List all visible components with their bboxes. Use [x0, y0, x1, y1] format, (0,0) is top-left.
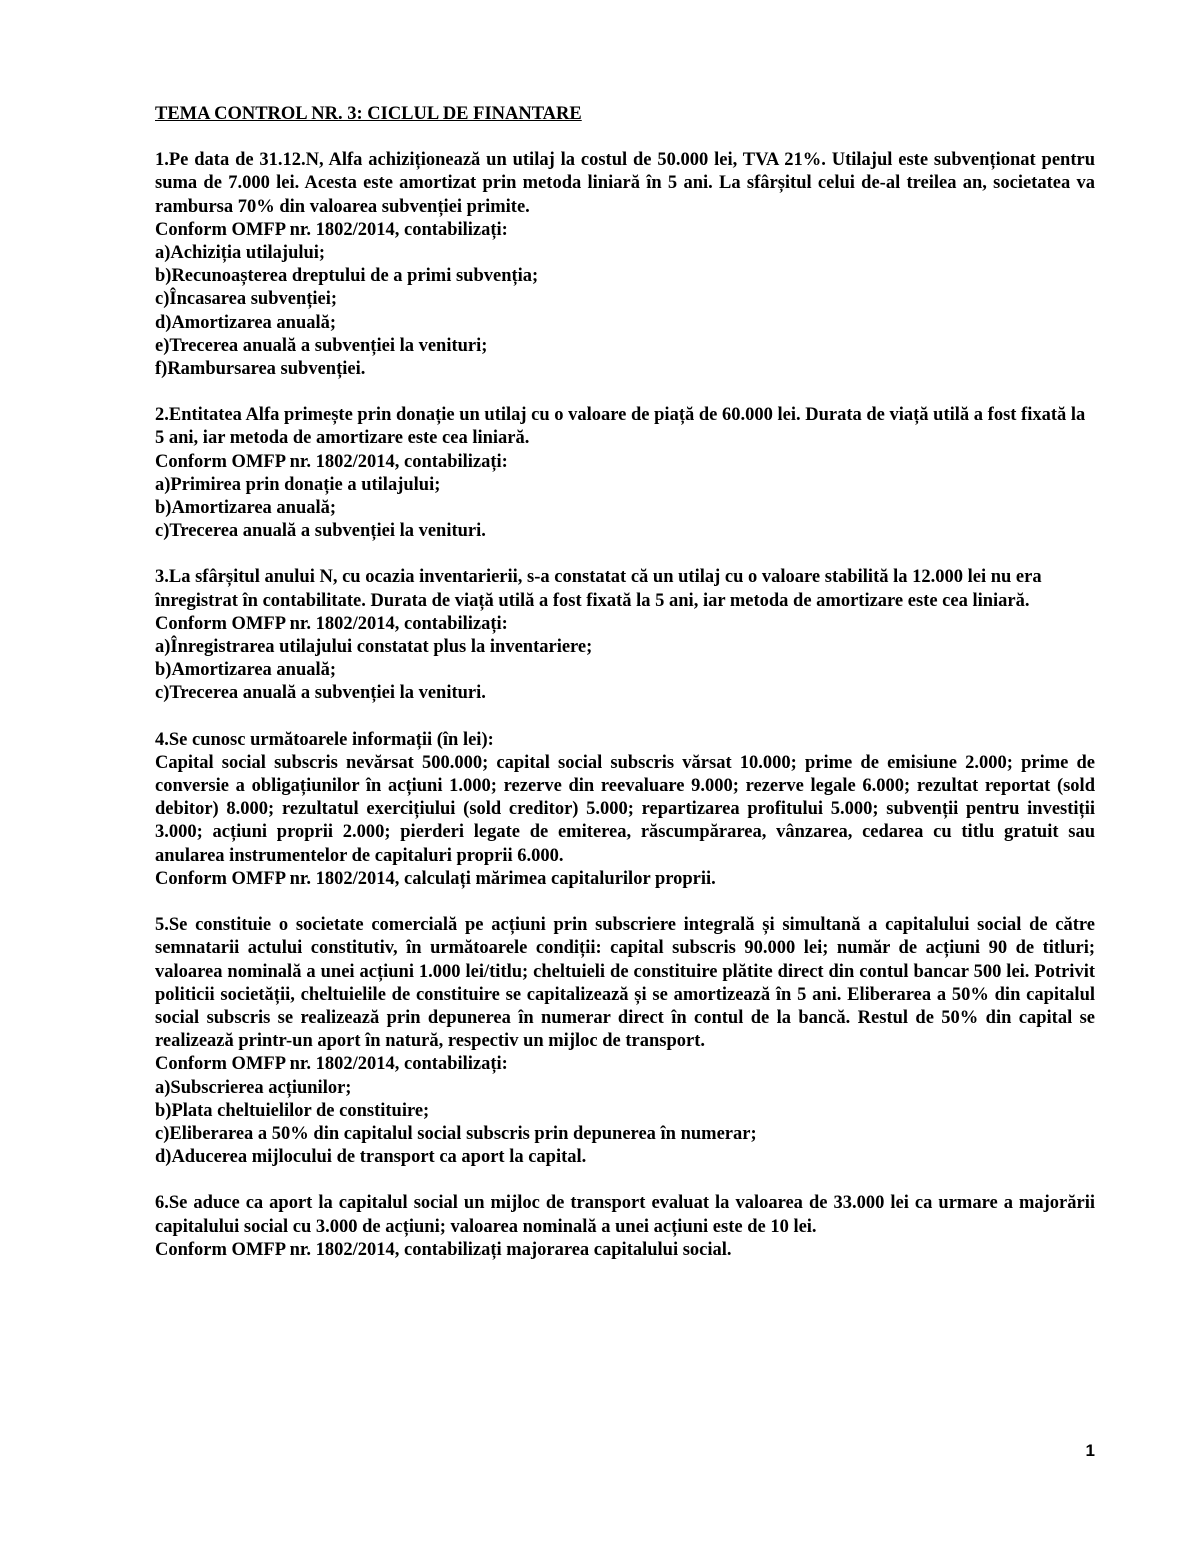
problem-2 [155, 404, 1095, 543]
task-item: c)Eliberarea a 50% din capitalul social subscris prin depunerea în numerar; [155, 1123, 757, 1144]
task-item: a)Primirea prin donație a utilajului; [155, 474, 441, 495]
task-item: d)Amortizarea anuală; [155, 312, 337, 333]
problem-heading: 4.Se cunosc următoarele informații (în lei): [155, 729, 494, 750]
problem-statement: 3.La sfârșitul anului N, cu ocazia inventarierii, s-a constatat că un utilaj cu o valoare stabilită la 12.000 lei nu era înregistrat în contabilitate. Durata de viață utilă a fost fixată la 5 ani, iar metoda de amortizare este cea liniară. [155, 567, 1042, 611]
problem-5 [155, 914, 1095, 1169]
document-title: TEMA CONTROL NR. 3: CICLUL DE FINANTARE [155, 104, 582, 124]
problem-statement: Capital social subscris nevărsat 500.000; capital social subscris vărsat 10.000; prime de emisiune 2.000; prime de conversie a obligațiunilor în acțiuni 1.000; rezerve din reevaluare 9.000; rezerve legale 6.000; rezultat reportat (sold debitor) 8.000; rezultatul exercițiului (sold creditor) 5.000; repartizarea profitului 5.000; subvenții pentru investiții 3.000; acțiuni proprii 2.000; pierderi legate de emiterea, răscumpărarea, vânzarea, cedarea cu titlu gratuit sau anularea instrumentelor de capitaluri proprii 6.000. [155, 752, 1095, 866]
problem-statement: 6.Se aduce ca aport la capitalul social un mijloc de transport evaluat la valoarea de 33.000 lei ca urmare a majorării capitalului social cu 3.000 de acțiuni; valoarea nominală a unei acțiuni este de 10 lei. [155, 1193, 1095, 1237]
task-item: d)Aducerea mijlocului de transport ca aport la capital. [155, 1147, 587, 1168]
task-item: c)Trecerea anuală a subvenției la venituri. [155, 521, 486, 542]
problem-6 [155, 1192, 1095, 1262]
document-body [155, 103, 1095, 1285]
task-item: a)Achiziția utilajului; [155, 243, 326, 264]
problem-instruction: Conform OMFP nr. 1802/2014, contabilizați majorarea capitalului social. [155, 1239, 732, 1260]
task-item: b)Recunoașterea dreptului de a primi subvenția; [155, 266, 539, 287]
task-item: f)Rambursarea subvenției. [155, 359, 366, 380]
problem-instruction: Conform OMFP nr. 1802/2014, contabilizați: [155, 1054, 508, 1075]
task-item: c)Încasarea subvenției; [155, 289, 338, 310]
task-item: a)Subscrierea acțiunilor; [155, 1077, 352, 1098]
problem-4 [155, 729, 1095, 891]
problem-statement: 5.Se constituie o societate comercială pe acțiuni prin subscriere integrală și simultană a capitalului social de către semnatarii actului constitutiv, în următoarele condiții: capital subscris 90.000 lei; număr de acțiuni 90 de titluri; valoarea nominală a unei acțiuni 1.000 lei/titlu; cheltuieli de constituire plătite direct din contul bancar 500 lei. Potrivit politicii societății, cheltuielile de constituire se capitalizează și se amortizează în 5 ani. Eliberarea a 50% din capitalul social subscris se realizează prin depunerea în numerar direct în contul de la bancă. Restul de 50% din capital se realizează printr-un aport în natură, respectiv un mijloc de transport. [155, 915, 1095, 1052]
problem-instruction: Conform OMFP nr. 1802/2014, contabilizați: [155, 451, 508, 472]
problem-instruction: Conform OMFP nr. 1802/2014, calculați mărimea capitalurilor proprii. [155, 868, 716, 889]
task-item: a)Înregistrarea utilajului constatat plus la inventariere; [155, 637, 593, 658]
page-number: 1 [1085, 1441, 1095, 1460]
problem-statement: 2.Entitatea Alfa primește prin donație un utilaj cu o valoare de piață de 60.000 lei. Durata de viață utilă a fost fixată la 5 ani, iar metoda de amortizare este cea liniară. [155, 405, 1086, 449]
problem-3 [155, 566, 1095, 705]
task-item: c)Trecerea anuală a subvenției la venituri. [155, 683, 486, 704]
task-item: b)Amortizarea anuală; [155, 498, 337, 519]
problem-statement: 1.Pe data de 31.12.N, Alfa achiziționează un utilaj la costul de 50.000 lei, TVA 21%. Utilajul este subvenționat pentru suma de 7.000 lei. Acesta este amortizat prin metoda liniară în 5 ani. La sfârșitul celui de-al treilea an, societatea va rambursa 70% din valoarea subvenției primite. [155, 150, 1095, 217]
problem-instruction: Conform OMFP nr. 1802/2014, contabilizați: [155, 219, 508, 240]
task-item: b)Amortizarea anuală; [155, 660, 337, 681]
task-item: b)Plata cheltuielilor de constituire; [155, 1100, 430, 1121]
task-item: e)Trecerea anuală a subvenției la venituri; [155, 335, 488, 356]
problem-1 [155, 149, 1095, 381]
problem-instruction: Conform OMFP nr. 1802/2014, contabilizați: [155, 613, 508, 634]
